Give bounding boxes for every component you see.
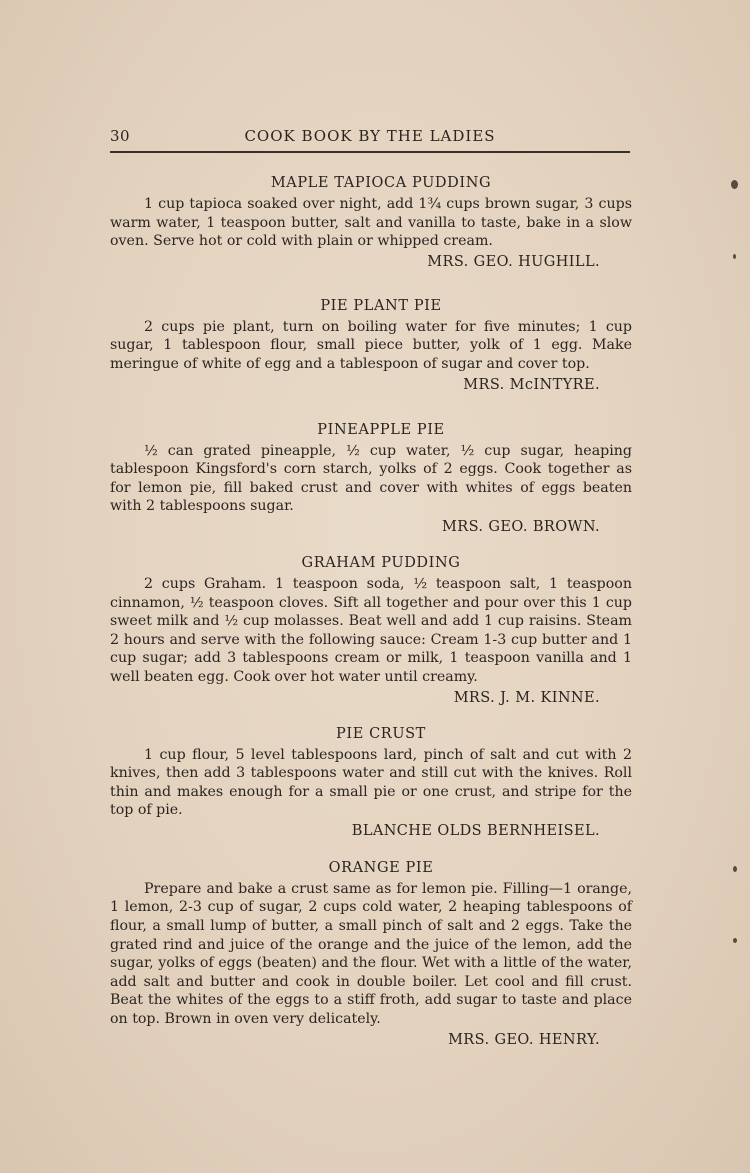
recipe-gap <box>110 708 632 724</box>
recipe-title: PINEAPPLE PIE <box>317 421 445 438</box>
running-head: COOK BOOK BY THE LADIES <box>244 127 496 145</box>
recipe-author: MRS. GEO. HUGHILL. <box>427 253 600 270</box>
recipe-author: MRS. GEO. HENRY. <box>448 1031 600 1048</box>
recipe-author: MRS. J. M. KINNE. <box>453 689 600 706</box>
recipe-pie-crust <box>110 724 632 841</box>
recipe-title: ORANGE PIE <box>328 859 434 876</box>
recipe-title: PIE PLANT PIE <box>320 297 442 314</box>
paper-speck <box>733 866 737 872</box>
recipe-body: 2 cups pie plant, turn on boiling water for five minutes; 1 cup sugar, 1 tablespoon flour, small piece butter, yolk of 1 egg. Make meringue of white of egg and a tablespoon of sugar and cover top. <box>110 318 632 372</box>
recipe-pie-plant-pie <box>110 296 632 395</box>
paper-speck <box>733 938 737 943</box>
paper-speck <box>733 254 736 259</box>
recipe-gap <box>110 841 632 858</box>
recipe-graham-pudding <box>110 553 632 708</box>
recipe-pineapple-pie <box>110 420 632 537</box>
recipe-author: MRS. McINTYRE. <box>463 376 600 393</box>
recipe-gap <box>110 537 632 553</box>
recipe-gap <box>110 395 632 420</box>
recipe-body: 1 cup flour, 5 level tablespoons lard, pinch of salt and cut with 2 knives, then add 3 tablespoons water and still cut with the knives. Roll thin and makes enough for a small pie or one crust, and stripe for the top of pie. <box>110 746 632 819</box>
recipe-body: ½ can grated pineapple, ½ cup water, ½ cup sugar, heaping tablespoon Kingsford's corn starch, yolks of 2 eggs. Cook together as for lemon pie, fill baked crust and cover with whites of eggs beaten with 2 tablespoons sugar. <box>110 442 632 515</box>
recipe-title: PIE CRUST <box>336 725 426 742</box>
recipe-title: MAPLE TAPIOCA PUDDING <box>270 175 492 191</box>
recipe-author: MRS. GEO. BROWN. <box>442 518 600 535</box>
recipe-body: 1 cup tapioca soaked over night, add 1¾ cups brown sugar, 3 cups warm water, 1 teaspoon butter, salt and vanilla to taste, bake in a slow oven. Serve hot or cold with plain or whipped cream. <box>110 196 632 250</box>
recipe-gap <box>110 272 632 296</box>
page-header <box>110 127 630 153</box>
recipe-maple-tapioca-pudding <box>110 173 632 272</box>
recipe-list <box>110 173 632 1050</box>
recipe-body: 2 cups Graham. 1 teaspoon soda, ½ teaspoon salt, 1 teaspoon cinnamon, ½ teaspoon cloves. Sift all together and pour over this 1 cup sweet milk and ½ cup molasses. Beat well and add 1 cup raisins. Steam 2 hours and serve with the following sauce: Cream 1-3 cup butter and 1 cup sugar; add 3 tablespoons cream or milk, 1 teaspoon vanilla and 1 well beaten egg. Cook over hot water until creamy. <box>110 575 632 685</box>
recipe-author: BLANCHE OLDS BERNHEISEL. <box>351 822 600 839</box>
paper-speck <box>731 180 738 189</box>
recipe-body: Prepare and bake a crust same as for lemon pie. Filling—1 orange, 1 lemon, 2-3 cup of sugar, 2 cups cold water, 2 heaping tablespoons of flour, a small lump of butter, a small pinch of salt and 2 eggs. Take the grated rind and juice of the orange and the juice of the lemon, add the sugar, yolks of eggs (beaten) and the flour. Wet with a little of the water, add salt and butter and cook in double boiler. Let cool and fill crust. Beat the whites of the eggs to a stiff froth, add sugar to taste and place on top. Brown in oven very delicately. <box>110 880 632 1028</box>
recipe-title: GRAHAM PUDDING <box>301 554 461 571</box>
page-number: 30 <box>110 127 131 145</box>
recipe-orange-pie <box>110 858 632 1050</box>
